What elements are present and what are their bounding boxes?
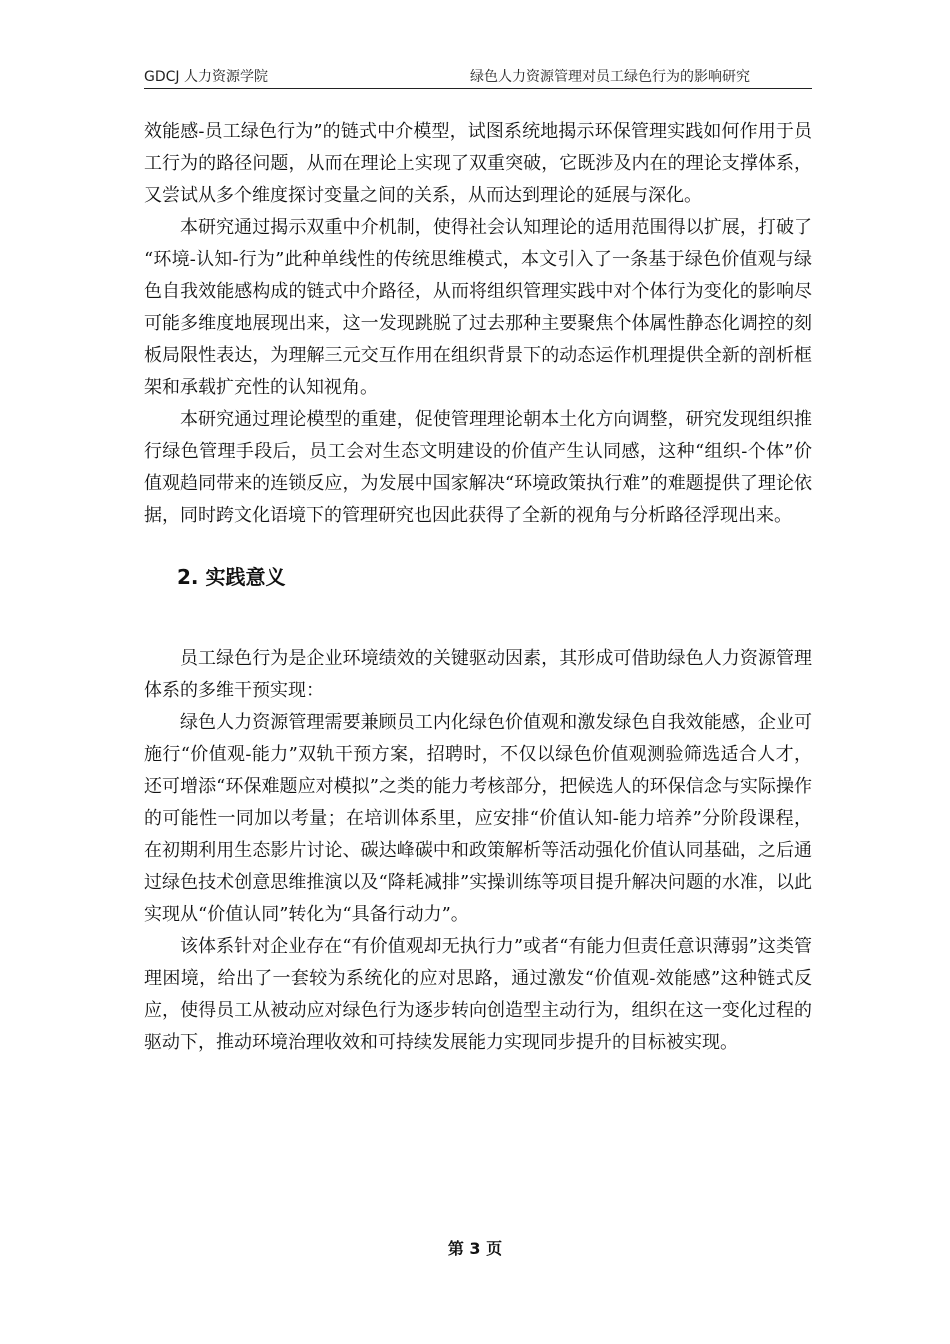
body-paragraph: 绿色人力资源管理需要兼顾员工内化绿色价值观和激发绿色自我效能感，企业可施行“价值观-能力”双轨干预方案，招聘时，不仅以绿色价值观测验筛选适合人才，还可增添“环保难题应对模拟”之类的能力考核部分，把候选人的环保信念与实际操作的可能性一同加以考量；在培训体系里，应安排“价值认知-能力培养”分阶段课程，在初期利用生态影片讨论、碳达峰碳中和政策解析等活动强化价值认同基础，之后通过绿色技术创意思维推演以及“降耗减排”实操训练等项目提升解决问题的水准，以此实现从“价值认同”转化为“具备行动力”。 — [144, 712, 812, 925]
header-right-title: 绿色人力资源管理对员工绿色行为的影响研究 — [470, 69, 750, 85]
page-number: 第 3 页 — [447, 1239, 503, 1258]
body-paragraph: 该体系针对企业存在“有价值观却无执行力”或者“有能力但责任意识薄弱”这类管理困境，给出了一套较为系统化的应对思路，通过激发“价值观-效能感”这种链式反应，使得员工从被动应对绿色行为逐步转向创造型主动行为，组织在这一变化过程的驱动下，推动环境治理收效和可持续发展能力实现同步提升的目标被实现。 — [144, 936, 812, 1053]
section-spacing — [144, 631, 812, 643]
body-paragraph: 员工绿色行为是企业环境绩效的关键驱动因素，其形成可借助绿色人力资源管理体系的多维干预实现： — [144, 648, 812, 701]
body-paragraph: 本研究通过揭示双重中介机制，使得社会认知理论的适用范围得以扩展，打破了“环境-认知-行为”此种单线性的传统思维模式，本文引入了一条基于绿色价值观与绿色自我效能感构成的链式中介路径，从而将组织管理实践中对个体行为变化的影响尽可能多维度地展现出来，这一发现跳脱了过去那种主要聚焦个体属性静态化调控的刻板局限性表达，为理解三元交互作用在组织背景下的动态运作机理提供全新的剖析框架和承载扩充性的认知视角。 — [144, 217, 812, 398]
body-paragraph: 本研究通过理论模型的重建，促使管理理论朝本土化方向调整，研究发现组织推行绿色管理手段后，员工会对生态文明建设的价值产生认同感，这种“组织-个体”价值观趋同带来的连锁反应，为发展中国家解决“环境政策执行难”的难题提供了理论依据，同时跨文化语境下的管理研究也因此获得了全新的视角与分析路径浮现出来。 — [144, 409, 812, 526]
page-header — [144, 68, 812, 89]
header-left-text: GDCJ 人力资源学院 — [144, 69, 268, 85]
section-heading-practical-significance: 2. 实践意义 — [177, 565, 286, 589]
body-paragraph-continuation: 效能感-员工绿色行为”的链式中介模型，试图系统地揭示环保管理实践如何作用于员工行为的路径问题，从而在理论上实现了双重突破，它既涉及内在的理论支撑体系，又尝试从多个维度探讨变量之间的关系，从而达到理论的延展与深化。 — [144, 121, 812, 206]
document-content — [144, 116, 812, 1059]
